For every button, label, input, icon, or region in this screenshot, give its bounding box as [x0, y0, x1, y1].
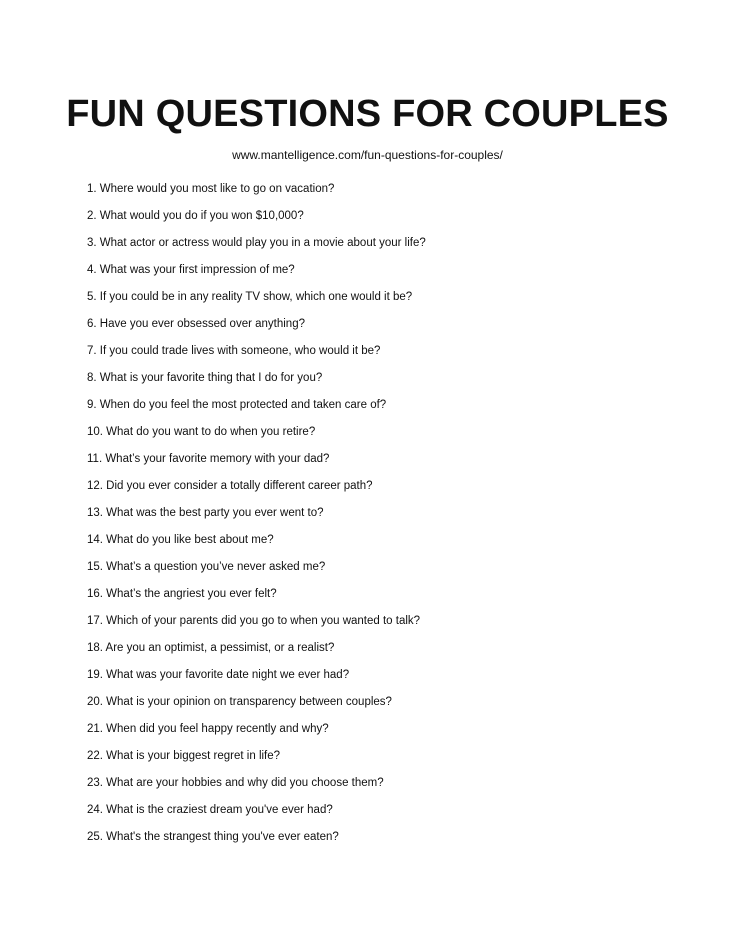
- page-title: FUN QUESTIONS FOR COUPLES: [66, 93, 669, 135]
- question-item: 7. If you could trade lives with someone, who would it be?: [87, 345, 381, 357]
- question-item: 22. What is your biggest regret in life?: [87, 750, 281, 762]
- question-item: 20. What is your opinion on transparency between couples?: [87, 696, 392, 708]
- source-url: www.mantelligence.com/fun-questions-for-couples/: [232, 148, 503, 162]
- question-item: 2. What would you do if you won $10,000?: [87, 210, 304, 222]
- question-item: 19. What was your favorite date night we ever had?: [87, 669, 350, 681]
- question-item: 6. Have you ever obsessed over anything?: [87, 318, 305, 330]
- question-item: 10. What do you want to do when you retire?: [87, 426, 316, 438]
- question-item: 4. What was your first impression of me?: [87, 264, 295, 276]
- question-item: 5. If you could be in any reality TV show, which one would it be?: [87, 291, 413, 303]
- question-list: [87, 182, 687, 857]
- question-item: 18. Are you an optimist, a pessimist, or a realist?: [87, 642, 335, 654]
- question-item: 3. What actor or actress would play you in a movie about your life?: [87, 237, 426, 249]
- question-item: 12. Did you ever consider a totally different career path?: [87, 480, 373, 492]
- question-item: 16. What’s the angriest you ever felt?: [87, 588, 277, 600]
- question-item: 8. What is your favorite thing that I do for you?: [87, 372, 323, 384]
- question-item: 9. When do you feel the most protected and taken care of?: [87, 399, 387, 411]
- question-item: 11. What’s your favorite memory with your dad?: [87, 453, 330, 465]
- question-item: 15. What’s a question you’ve never asked me?: [87, 561, 326, 573]
- question-item: 25. What's the strangest thing you've ever eaten?: [87, 831, 339, 843]
- question-item: 24. What is the craziest dream you've ever had?: [87, 804, 333, 816]
- question-item: 17. Which of your parents did you go to when you wanted to talk?: [87, 615, 421, 627]
- question-item: 1. Where would you most like to go on vacation?: [87, 183, 335, 195]
- question-item: 21. When did you feel happy recently and why?: [87, 723, 329, 735]
- question-item: 23. What are your hobbies and why did you choose them?: [87, 777, 384, 789]
- question-item: 14. What do you like best about me?: [87, 534, 274, 546]
- question-item: 13. What was the best party you ever went to?: [87, 507, 324, 519]
